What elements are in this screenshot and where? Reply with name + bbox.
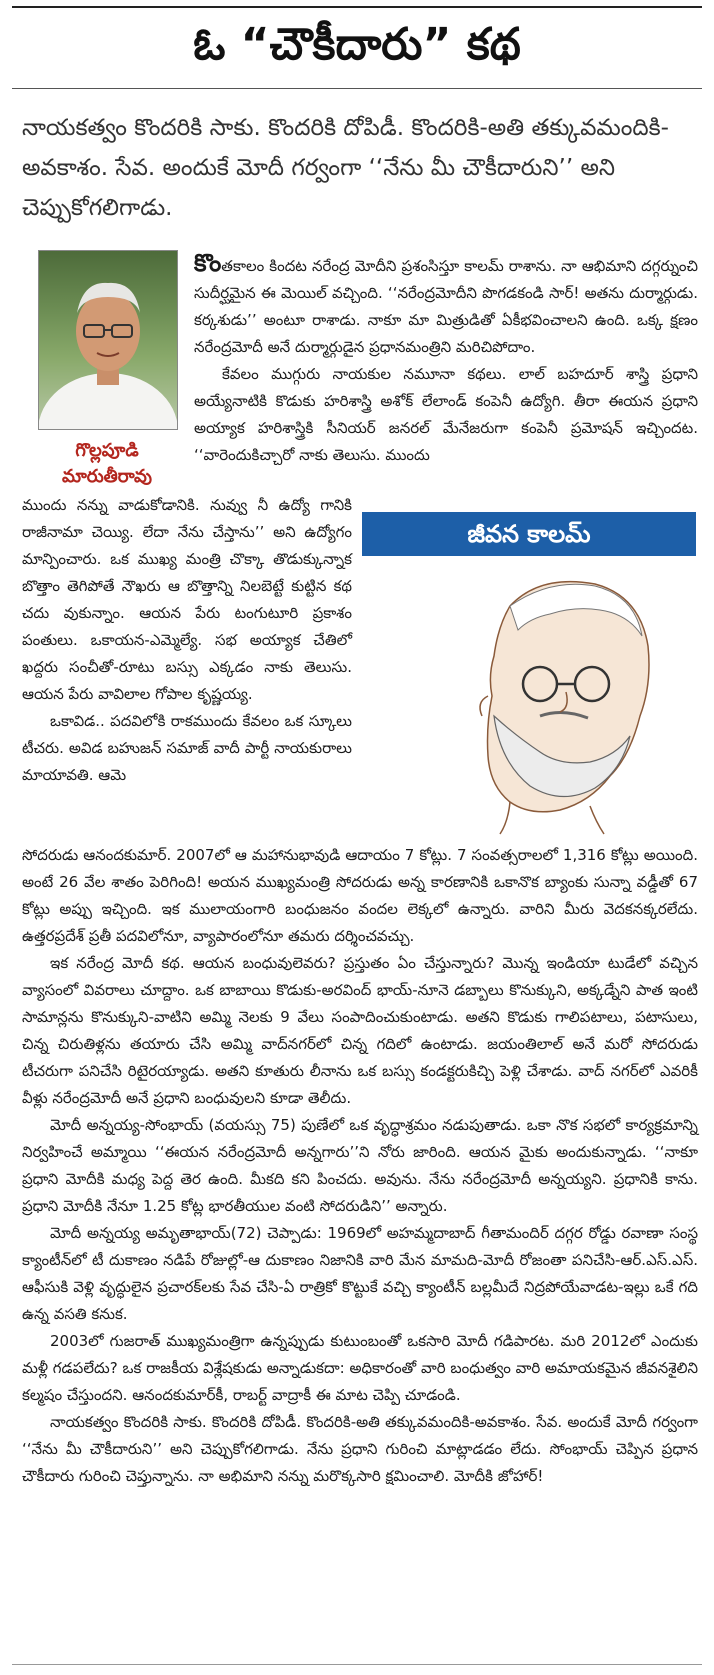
author-name-line-1: గొల్లపూడి [75,440,139,461]
standfirst: నాయకత్వం కొందరికి సాకు. కొందరికి దోపిడీ. కొందరికి-అతి తక్కువమందికి-అవకాశం. సేవ. అందుకే మోదీ గర్వంగా ‘‘నేను మీ చౌకీదారుని’’ అని చెప్పుకోగలిగాడు. [22,115,669,221]
paragraph-2-start: కేవలం ముగ్గురు నాయకుల నమూనా కథలు. లాల్ బహదూర్ శాస్త్రి ప్రధాని అయ్యేనాటికి కొడుకు హరిశాస్త్రి అశోక్ లేలాండ్ కంపెనీ ఉద్యోగి. తీరా ఈయన ప్రధాని అయ్యాక హరిశాస్త్రికి సీనియర్ జనరల్ మేనేజరుగా కంపెనీ ప్రమోషన్ ఇచ్చిందట. ‘‘వారెందుకిచ్చారో నాకు తెలుసు. ముందు [194,365,698,464]
column-name-banner: జీవన కాలమ్ [362,512,696,556]
paragraph-4: ఇక నరేంద్ర మోదీ కథ. ఆయన బంధువులెవరు? ప్రస్తుతం ఏం చేస్తున్నారు? మొన్న ఇండియా టుడేలో వచ్చిన వ్యాసంలో వివరాలు చూద్దాం. ఒక బాబాయి కొడుకు-అరవింద్ భాయ్-నూనె డబ్బాలు కొనుక్కుని, అక్కడ్నేని పాత ఇంటి సామాన్లను కొనుక్కుని-వాటిని అమ్మి నెలకు 9 వేలు సంపాదించుకుంటాడు. అతని కొడుకు గాలిపటాలు, పటాసులు, చిన్న చిరుతిళ్లను తయారు చేసి అమ్మి వాద్‌నగర్‌లో చిన్న గదిలో ఉంటాడు. జయంతిలాల్ అనే మరో సోదరుడు టీచరుగా పనిచేసి రిటైరయ్యాడు. అతని కూతురు లీనాను ఒక బస్సు కండక్టరుకిచ్చి పెళ్లి చేశాడు. వాద్ నగర్‌లో ఎవరికీ వీళ్లు నరేంద్రమోదీ అనే ప్రధాని బంధువులని కూడా తెలీదు. [22,954,698,1107]
article-full-column [22,842,698,1490]
article-left-column [22,492,352,789]
paragraph-6: మోదీ అన్నయ్య అమృతాభాయ్(72) చెప్పాడు: 1969లో అహమ్మదాబాద్ గీతామందిర్ దగ్గర రోడ్డు రవాణా సంస్థ క్యాంటీన్‌లో టీ దుకాణం నడిపే రోజుల్లో-ఆ దుకాణం నిజానికి వారి మేన మామది-మోదీ రోజంతా పనిచేసి-ఆర్.ఎస్.ఎస్. ఆఫీసుకి వెళ్లి వృద్ధులైన ప్రచారక్‌లకు సేవ చేసి-ఏ రాత్రికో కొట్టుకే వచ్చి క్యాంటీన్ బల్లమీదే నిద్రపోయేవాడట-ఇల్లు ఒకే గది ఉన్న వసతి కనుక. [22,1224,698,1323]
paragraph-3-continued: సోదరుడు ఆనందకుమార్. 2007లో ఆ మహానుభావుడి ఆదాయం 7 కోట్లు. 7 సంవత్సరాలలో 1,316 కోట్లు అయింది. అంటే 26 వేల శాతం పెరిగింది! అయన ముఖ్యమంత్రి సోదరుడు అన్న కారణానికి ఒకానొక బ్యాంకు సున్నా వడ్డీతో 67 కోట్లు అప్పు ఇచ్చింది. ఇక ములాయంగారి బంధుజనం వందల లెక్కలో ఉన్నారు. వారిని మీరు వెదకనక్కరలేదు. ఉత్తరప్రదేశ్ ప్రతీ పదవిలోనూ, వ్యాపారంలోనూ తమరు దర్శించవచ్చు. [22,846,698,945]
paragraph-2-continued: ముందు నన్ను వాడుకోడానికి. నువ్వు నీ ఉద్యో గానికి రాజీనామా చెయ్యి. లేదా నేను చేస్తాను’’ అని ఉద్యోగం మాన్పించారు. ఒక ముఖ్య మంత్రి చొక్కా తొడుక్కున్నాక బొత్తాం తెగిపోతే నౌఖరు ఆ బొత్తాన్ని నిలబెట్టే కుట్టిన కథ చదు వుకున్నాం. ఆయన పేరు టంగుటూరి ప్రకాశం పంతులు. ఒకాయన-ఎమ్మెల్యే. సభ అయ్యాక చేతిలో ఖద్దరు సంచీతో-రూటు బస్సు ఎక్కడం నాకు తెలుసు. ఆయన పేరు వావిలాల గోపాల కృష్ణయ్య. [22,496,352,703]
article-top-column [194,250,698,469]
paragraph-1 [194,250,698,361]
bottom-rule [12,1664,702,1665]
paragraph-3-start: ఒకావిడ.. పదవిలోకి రాకముందు కేవలం ఒక స్కూలు టీచరు. అవిడ బహుజన్ సమాజ్ వాదీ పార్టీ నాయకురాలు మాయావతి. ఆమె [22,712,352,784]
paragraph-1-text: తకాలం కిందట నరేంద్ర మోదీని ప్రశంసిస్తూ కాలమ్ రాశాను. నా ఆభిమాని దగ్గర్నుంచి సుదీర్ఘమైన ఈ మెయిల్ వచ్చింది. ‘‘నరేంద్రమోదీని పొగడకండి సార్! అతను దుర్మార్గుడు. కర్కశుడు’’ అంటూ రాశాడు. నాకూ మా మిత్రుడితో ఏకీభవించాలని ఉంది. ఒక్క క్షణం నరేంద్రమోదీ అనే దుర్మార్గుడైన ప్రధానమంత్రిని మరిచిపోదాం. [194,257,698,356]
author-photo [38,250,178,430]
author-name [34,438,180,490]
modi-sketch-illustration [390,566,700,836]
headline: ఓ “చౌకీదారు” కథ [193,19,521,70]
author-box [34,250,180,487]
drop-cap: కొం [194,249,222,277]
top-rule [12,6,702,8]
author-name-line-2: మారుతీరావు [61,466,153,487]
author-portrait-illustration [39,251,177,429]
headline-divider [12,88,702,89]
paragraph-7: 2003లో గుజరాత్ ముఖ్యమంత్రిగా ఉన్నప్పుడు కుటుంబంతో ఒకసారి మోదీ గడిపారట. మరి 2012లో ఎందుకు మళ్లీ గడపలేదు? ఒక రాజకీయ విశ్లేషకుడు అన్నాడుకదా: అధికారంతో వారి బంధుత్వం వారి అమాయకమైన జీవనశైలిని కల్మషం చేస్తుందని. ఆనందకుమార్‌కీ, రాబర్ట్ వాద్రాకీ ఈ మాట చెప్పి చూడండి. [22,1332,698,1404]
paragraph-8: నాయకత్వం కొందరికి సాకు. కొందరికి దోపిడీ. కొందరికి-అతి తక్కువమందికి-అవకాశం. సేవ. అందుకే మోదీ గర్వంగా ‘‘నేను మీ చౌకీదారుని’’ అని చెప్పుకోగలిగాడు. నేను ప్రధాని గురించి మాట్లాడడం లేదు. సోంభాయ్ చెప్పిన ప్రధాన చౌకీదారు గురించి చెప్తున్నాను. నా అభిమాని నన్ను మరొక్కసారి క్షమించాలి. మోదీకి జోహార్! [22,1413,698,1485]
paragraph-5: మోదీ అన్నయ్య-సోంభాయ్ (వయస్సు 75) పుణేలో ఒక వృద్ధాశ్రమం నడుపుతాడు. ఒకా నొక సభలో కార్యక్రమాన్ని నిర్వహించే అమ్మాయి ‘‘ఈయన నరేంద్రమోదీ అన్నగారు’’ని నోరు జారింది. ఆయన మైకు అందుకున్నాడు. ‘‘నాకూ ప్రధాని మోదీకి మధ్య పెద్ద తెర ఉంది. మీకది కని పించదు. అవును. నేను నరేంద్రమోదీ అన్నయ్యని. ప్రధానికి కాను. ప్రధాని మోదీకి నేనూ 1.25 కోట్ల భారతీయుల వంటి సోదరుడిని’’ అన్నారు. [22,1116,698,1215]
